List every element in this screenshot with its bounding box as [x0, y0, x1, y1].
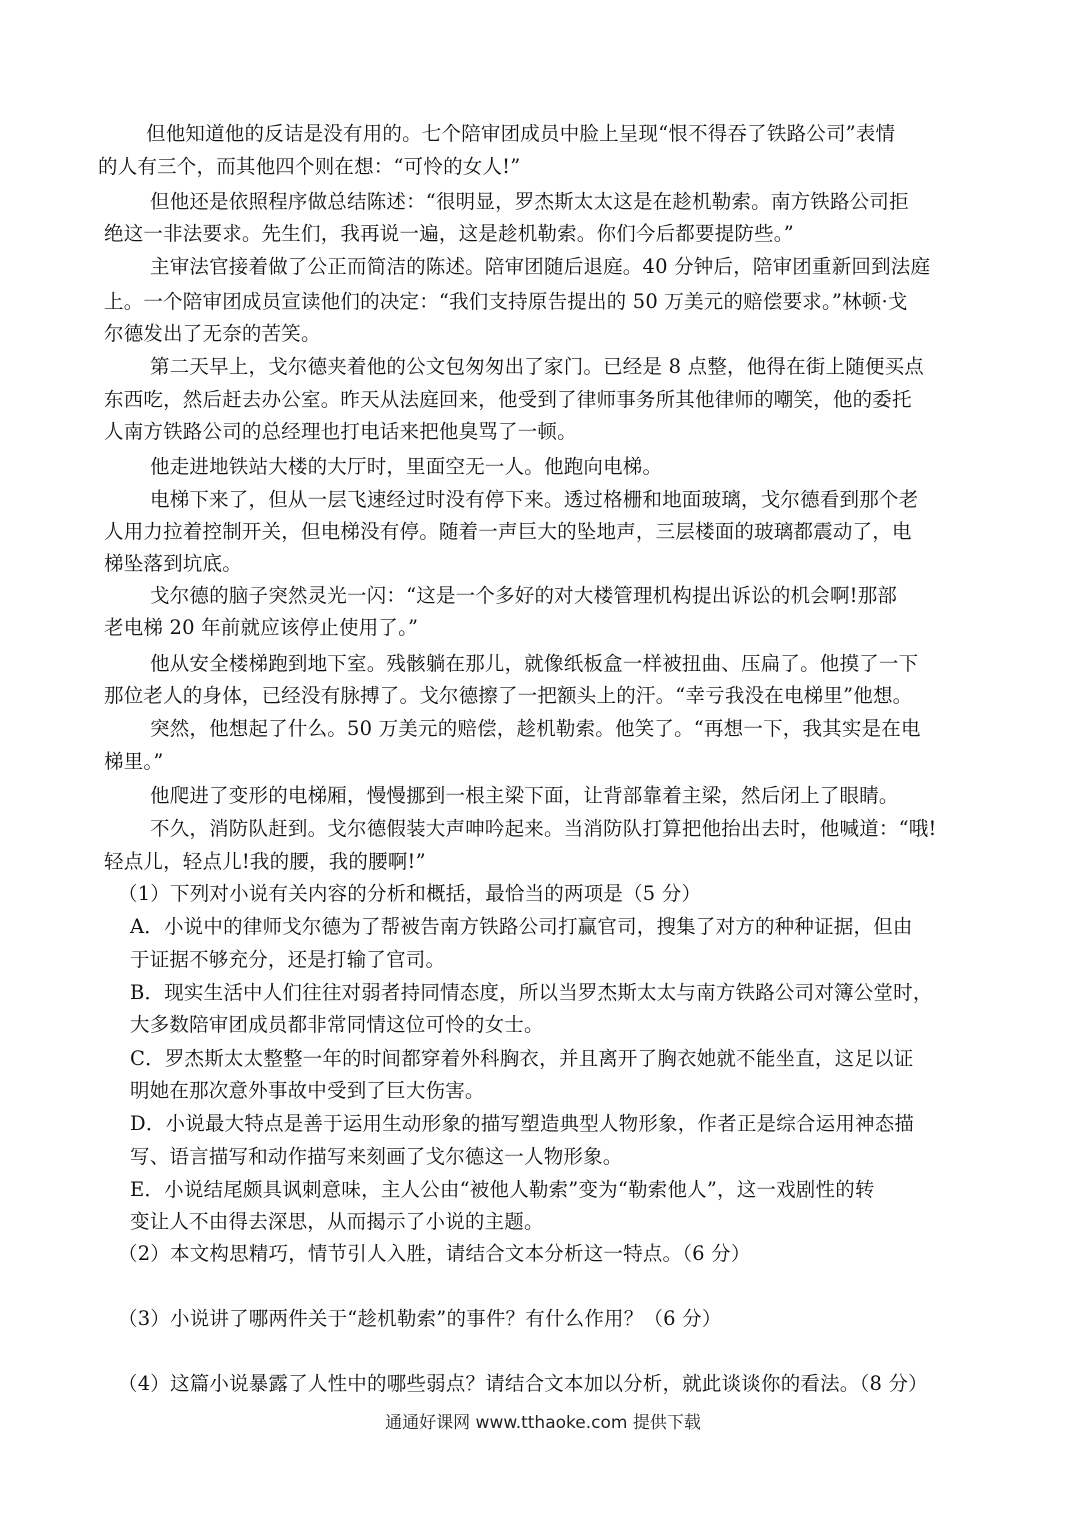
option-c: C．罗杰斯太太整整一年的时间都穿着外科胸衣，并且离开了胸衣她就不能坐直，这足以证 — [130, 1047, 914, 1070]
text-line: 但他还是依照程序做总结陈述：“很明显，罗杰斯太太这是在趁机勒索。南方铁路公司拒 — [150, 190, 909, 213]
text-line: 绝这一非法要求。先生们，我再说一遍，这是趁机勒索。你们今后都要提防些。” — [104, 222, 794, 245]
text-line: 但他知道他的反诘是没有用的。七个陪审团成员中脸上呈现“恨不得吞了铁路公司”表情 — [146, 122, 896, 145]
option-e: E．小说结尾颇具讽刺意味，主人公由“被他人勒索”变为“勒索他人”，这一戏剧性的转 — [130, 1178, 875, 1201]
option-a-cont: 于证据不够充分，还是打输了官司。 — [130, 948, 446, 971]
text-line: 他爬进了变形的电梯厢，慢慢挪到一根主梁下面，让背部靠着主梁，然后闭上了眼睛。 — [150, 784, 899, 807]
option-b: B．现实生活中人们往往对弱者持同情态度，所以当罗杰斯太太与南方铁路公司对簿公堂时， — [130, 981, 933, 1004]
text-line: 他从安全楼梯跑到地下室。残骸躺在那儿，就像纸板盒一样被扭曲、压扁了。他摸了一下 — [150, 652, 919, 675]
text-line: 戈尔德的脑子突然灵光一闪：“这是一个多好的对大楼管理机构提出诉讼的机会啊!那部 — [150, 584, 898, 607]
option-d: D．小说最大特点是善于运用生动形象的描写塑造典型人物形象，作者正是综合运用神态描 — [130, 1112, 915, 1135]
text-line: 东西吃，然后赶去办公室。昨天从法庭回来，他受到了律师事务所其他律师的嘲笑，他的委托 — [104, 388, 912, 411]
question-4: （4）这篇小说暴露了人性中的哪些弱点？请结合文本加以分析，就此谈谈你的看法。（8 分） — [118, 1372, 928, 1395]
text-line: 人南方铁路公司的总经理也打电话来把他臭骂了一顿。 — [104, 420, 577, 443]
footer-text: 通通好课网 www.tthaoke.com 提供下载 — [385, 1413, 701, 1433]
text-line: 老电梯 20 年前就应该停止使用了。” — [104, 616, 419, 639]
question-2: （2）本文构思精巧，情节引人入胜，请结合文本分析这一特点。（6 分） — [118, 1242, 751, 1265]
question-3: （3）小说讲了哪两件关于“趁机勒索”的事件？有什么作用？（6 分） — [118, 1307, 722, 1330]
text-line: 他走进地铁站大楼的大厅时，里面空无一人。他跑向电梯。 — [150, 455, 663, 478]
option-b-cont: 大多数陪审团成员都非常同情这位可怜的女士。 — [130, 1013, 544, 1036]
text-line: 轻点儿，轻点儿!我的腰，我的腰啊!” — [104, 850, 426, 873]
option-a: A．小说中的律师戈尔德为了帮被告南方铁路公司打赢官司，搜集了对方的种种证据，但由 — [130, 915, 913, 938]
text-line: 人用力拉着控制开关，但电梯没有停。随着一声巨大的坠地声，三层楼面的玻璃都震动了，电 — [104, 520, 912, 543]
option-c-cont: 明她在那次意外事故中受到了巨大伤害。 — [130, 1079, 485, 1102]
text-line: 尔德发出了无奈的苦笑。 — [104, 322, 321, 345]
option-e-cont: 变让人不由得去深思，从而揭示了小说的主题。 — [130, 1210, 544, 1233]
text-line: 梯坠落到坑底。 — [104, 552, 242, 575]
text-line: 那位老人的身体，已经没有脉搏了。戈尔德擦了一把额头上的汗。“幸亏我没在电梯里”他想。 — [104, 684, 913, 707]
text-line: 突然，他想起了什么。50 万美元的赔偿，趁机勒索。他笑了。“再想一下，我其实是在电 — [150, 717, 921, 740]
text-line: 梯里。” — [104, 750, 164, 773]
text-line: 不久，消防队赶到。戈尔德假装大声呻吟起来。当消防队打算把他抬出去时，他喊道：“哦! — [150, 817, 937, 840]
text-line: 上。一个陪审团成员宣读他们的决定：“我们支持原告提出的 50 万美元的赔偿要求。”林顿·戈 — [104, 290, 908, 313]
text-line: 第二天早上，戈尔德夹着他的公文包匆匆出了家门。已经是 8 点整，他得在街上随便买点 — [150, 355, 925, 378]
text-line: 主审法官接着做了公正而简洁的陈述。陪审团随后退庭。40 分钟后，陪审团重新回到法庭 — [150, 255, 931, 278]
text-line: 的人有三个，而其他四个则在想：“可怜的女人!” — [98, 155, 521, 178]
option-d-cont: 写、语言描写和动作描写来刻画了戈尔德这一人物形象。 — [130, 1145, 623, 1168]
question-1: （1）下列对小说有关内容的分析和概括，最恰当的两项是（5 分） — [118, 882, 702, 905]
text-line: 电梯下来了，但从一层飞速经过时没有停下来。透过格栅和地面玻璃，戈尔德看到那个老 — [150, 488, 919, 511]
